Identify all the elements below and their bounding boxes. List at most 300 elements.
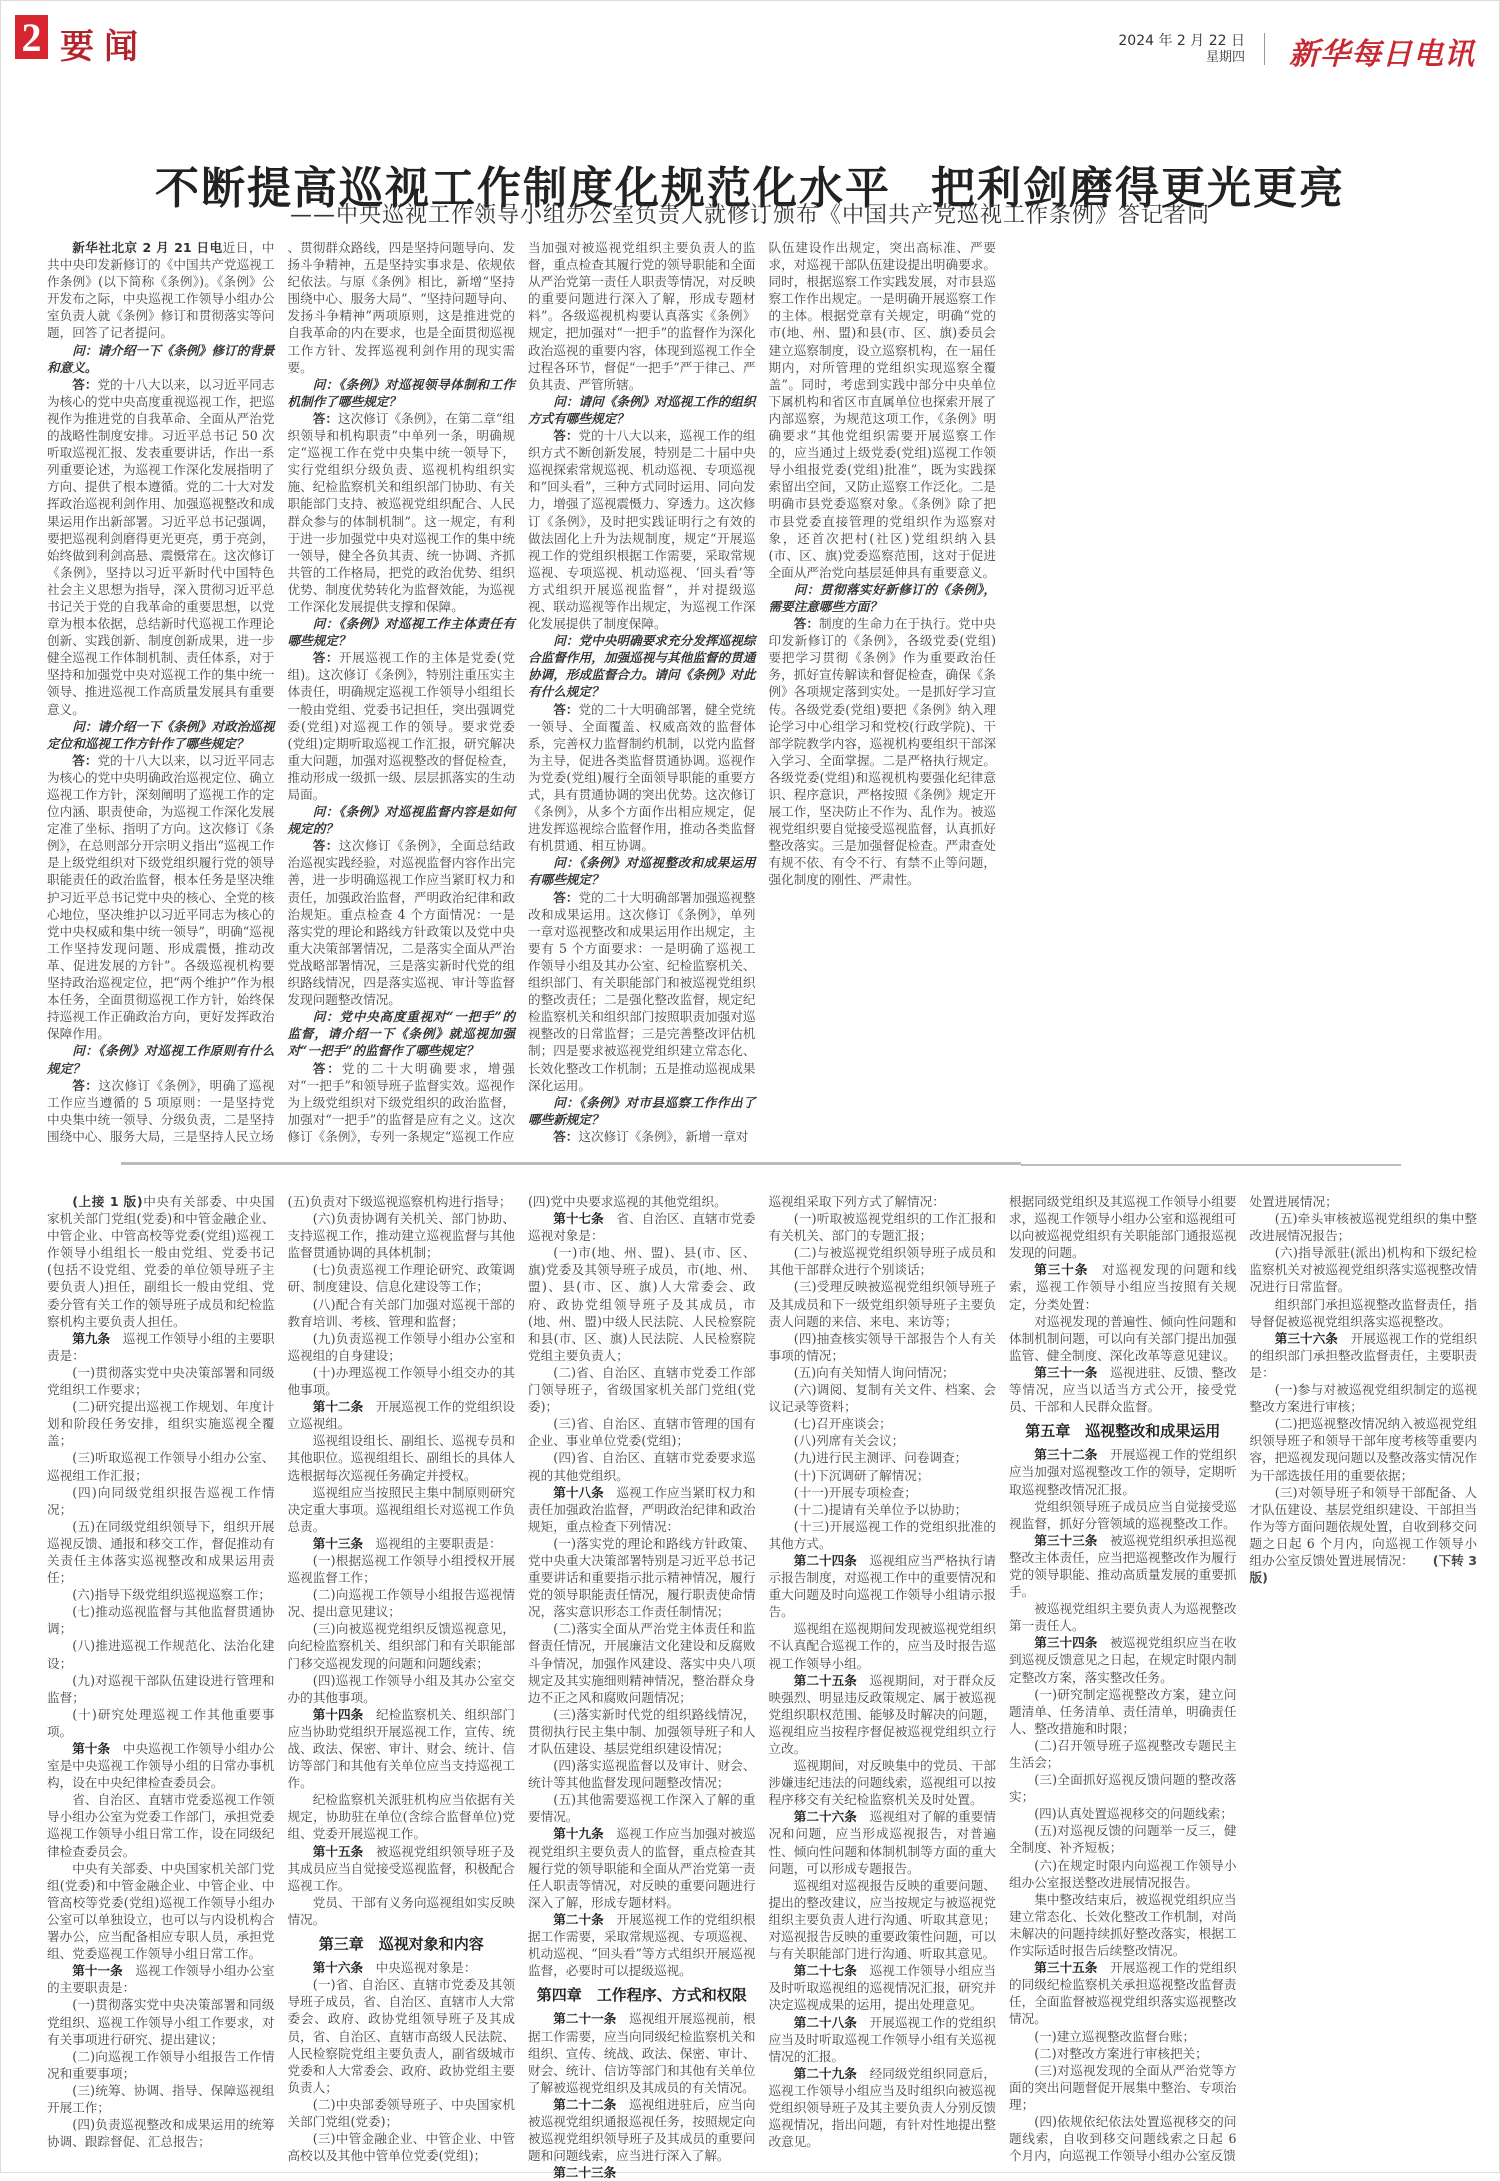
answer <box>528 889 756 1094</box>
paragraph-text: (二)研究提出巡视工作规划、年度计划和阶段任务安排，组织实施巡视全覆盖； <box>47 1399 275 1449</box>
article-paragraph <box>769 2065 997 2150</box>
article-paragraph <box>769 1808 997 1876</box>
paragraph-text: (三)向被巡视党组织反馈巡视意见，向纪检监察机关、组织部门和有关职能部门移交巡视发现的问题和问题线索； <box>287 1621 515 1671</box>
continued-from-note: (上接 1 版) <box>72 1194 143 1209</box>
clause-paragraph <box>1009 1805 1237 1822</box>
clause-paragraph <box>1009 1313 1237 1364</box>
paragraph-text: 开展巡视工作的党组织根据工作需要，采取常规巡视、专项巡视、机动巡视、“回头看”等方式组织开展巡视监督，必要时可以提级巡视。 <box>528 1911 756 1979</box>
clause-paragraph <box>769 1330 997 1364</box>
paragraph-text: 纪检监察机关派驻机构应当依据有关规定，协助驻在单位(含综合监督单位)党组、党委开展巡视工作。 <box>287 1792 515 1842</box>
paragraph-text: 纪检监察机关、组织部门应当协助党组织开展巡视工作，宣传、统战、政法、保密、审计、财会、统计、信访等部门和其他有关单位应当支持巡视工作。 <box>287 1706 516 1791</box>
paragraph-text: (七)负责巡视工作理论研究、政策调研、制度建设、信息化建设等工作； <box>287 1262 515 1295</box>
paragraph-text: 处置进展情况； <box>1249 1194 1338 1209</box>
paragraph-text: (四)抽查核实领导干部报告个人有关事项的情况； <box>768 1330 996 1363</box>
clause-paragraph <box>47 1637 275 1671</box>
paragraph-text: 巡视组开展巡视前，根据工作需要，应当向同级纪检监察机关和组织、宣传、统战、政法、保密、审计、财会、统计、信访等部门和其他有关单位了解被巡视党组织及其成员的有关情况。 <box>528 2011 756 2095</box>
question: 问：《条例》对巡视工作主体责任有哪些规定？ <box>287 616 515 649</box>
article-number: 第十一条 <box>72 1963 123 1979</box>
regulation-body <box>47 1193 1478 2181</box>
paragraph-text: (四)省、自治区、直辖市党委要求巡视的其他党组织。 <box>528 1450 756 1483</box>
answer-text: 党的二十大明确部署加强巡视整改和成果运用。这次修订《条例》，单列一章对巡视整改和成果运用作出规定，主要有 5 个方面要求：一是明确了巡视工作领导小组及其办公室、纪检监察机关、组织部门、有关职能部门和被巡视党组织的整改责任；二是强化整改监督，规定纪检监察机关和组织部门按照职责加强对巡视整改的日常监督；三是完善整改评估机制；四是要求被巡视党组织建立常态化、长效化整改工作机制；五是推动巡视成果深化运用。 <box>528 889 756 1093</box>
clause-paragraph <box>1009 1737 1237 1771</box>
date-block <box>1118 32 1245 66</box>
dateline: 新华社北京 2 月 21 日电 <box>72 240 223 255</box>
clause-paragraph <box>769 1210 997 1244</box>
paragraph-text: 巡视组采取下列方式了解情况： <box>768 1194 945 1209</box>
answer-label: 答： <box>553 1128 579 1144</box>
paragraph-continuation <box>1250 1193 1478 1210</box>
clause-paragraph <box>1250 1210 1478 1244</box>
clause-paragraph <box>47 1706 275 1740</box>
clause-paragraph <box>1250 1381 1478 1415</box>
clause-paragraph <box>528 1757 756 1791</box>
paragraph-text: (一)贯彻落实党中央决策部署和同级党组织工作要求； <box>47 1364 275 1398</box>
text-column-1 <box>47 239 275 1147</box>
paragraph-text: 巡视组应当严格执行请示报告制度，对巡视工作中的重要情况和重大问题及时向巡视工作领导小组请示报告。 <box>768 1552 997 1620</box>
paragraph-text: (三)统筹、协调、指导、保障巡视组开展工作； <box>47 2082 275 2115</box>
paragraph-text: 巡视工作领导小组办公室的主要职责是： <box>47 1963 275 1996</box>
clause-paragraph <box>47 1860 275 1963</box>
clause-paragraph <box>47 1603 275 1637</box>
article-number: 第二十五条 <box>793 1672 857 1688</box>
answer-text: 党的二十大明确部署，健全党统一领导、全面覆盖、权威高效的监督体系，完善权力监督制约机制，以党内监督为主导，促进各类监督贯通协调。巡视作为党委(党组)履行全面领导职能的重要方式，具有贯通协调的突出优势。这次修订《条例》，从多个方面作出相应规定，促进发挥巡视综合监督作用，推动各类监督有机贯通、相互协调。 <box>528 701 756 854</box>
clause-paragraph <box>769 1244 997 1278</box>
article-number: 第十条 <box>72 1741 111 1756</box>
clause-paragraph <box>1009 1771 1237 1805</box>
paragraph-continuation <box>528 1193 756 1210</box>
article-paragraph <box>288 1959 516 1976</box>
clause-paragraph <box>47 1672 275 1706</box>
paragraph-text: 开展巡视工作的党组织应当加强对巡视整改工作的领导，定期听取巡视整改情况汇报。 <box>1009 1447 1237 1497</box>
article-paragraph <box>47 1962 275 1996</box>
answer-label: 答： <box>72 1077 99 1093</box>
paragraph-continuation <box>528 239 756 393</box>
paragraph-text: 被巡视党组织应当在收到巡视反馈意见之日起，在规定时限内制定整改方案，落实整改任务。 <box>1009 1635 1237 1685</box>
article-number: 第十五条 <box>312 1843 364 1859</box>
paragraph-text: (十)研究处理巡视工作其他重要事项。 <box>47 1706 275 1739</box>
clause-paragraph <box>528 1449 756 1483</box>
clause-paragraph <box>288 1791 516 1842</box>
article-number: 第十三条 <box>312 1535 364 1551</box>
answer <box>47 376 275 718</box>
answer <box>288 1060 516 1145</box>
answer-label: 答： <box>312 838 339 854</box>
paragraph-text: 中央有关部委、中央国家机关部门党组(党委)和中管金融企业、中管企业、中管高校等党委(党组)巡视工作领导小组办公室可以单独设立，也可以与内设机构合署办公，应当配备相应专职人员，承担党组、党委巡视工作领导小组日常工作。 <box>47 1860 275 1962</box>
question: 问：《条例》对巡视工作原则有什么规定？ <box>47 1043 275 1076</box>
question: 问：《条例》对巡视监督内容是如何规定的？ <box>287 804 515 837</box>
article-number: 第三十五条 <box>1034 1960 1098 1976</box>
paragraph-text: (九)负责巡视工作领导小组办公室和巡视组的自身建设； <box>287 1330 515 1363</box>
article-paragraph <box>1009 1532 1237 1600</box>
article-number: 第二十四条 <box>793 1552 857 1568</box>
article-number: 第三十二条 <box>1034 1447 1098 1463</box>
paragraph-text: 被巡视党组织领导班子及其成员应当自觉接受巡视监督，积极配合巡视工作。 <box>287 1843 516 1893</box>
question: 问：请问《条例》对巡视工作的组织方式有哪些规定？ <box>528 393 756 426</box>
paragraph-text: (八)列席有关会议； <box>793 1433 905 1449</box>
clause-paragraph <box>769 1467 997 1484</box>
paragraph-text: (四)认真处置巡视移交的问题线索； <box>1034 1806 1233 1822</box>
clause-paragraph <box>47 1484 275 1518</box>
question: 问：党中央高度重视对“一把手”的监督，请介绍一下《条例》就巡视加强对“一把手”的监督作了哪些规定？ <box>287 1009 515 1059</box>
paragraph-text: (五)牵头审核被巡视党组织的集中整改进展情况报告； <box>1249 1211 1477 1244</box>
article-paragraph <box>528 1210 756 1244</box>
section-divider-right <box>1021 1164 1401 1166</box>
clause-paragraph <box>528 1364 756 1415</box>
article-paragraph <box>1009 1261 1237 1312</box>
paragraph-text: (一)落实党的理论和路线方针政策、党中央重大决策部署特别是习近平总书记重要讲话和重要指示批示精神情况，履行党的领导职能责任情况，履行职责使命情况，落实意识形态工作责任制情况； <box>528 1535 756 1620</box>
article-number: 第十七条 <box>553 1211 604 1227</box>
issue-weekday: 星期四 <box>1205 50 1245 65</box>
paragraph-text: (五)向有关知情人询问情况； <box>793 1364 955 1380</box>
paragraph-text: 中央巡视对象是： <box>375 1960 477 1976</box>
article-number: 第九条 <box>72 1330 111 1346</box>
paragraph-text: 巡视期间，对于群众反映强烈、明显违反政策规定、属于被巡视党组织职权范围、能够及时解决的问题，巡视组应当按程序督促被巡视党组织立行立改。 <box>768 1672 997 1756</box>
clause-paragraph <box>47 1193 275 1330</box>
article-number: 第二十六条 <box>793 1809 857 1825</box>
clause-paragraph <box>1250 1296 1478 1330</box>
paragraph-text: (七)推动巡视监督与其他监督贯通协调； <box>47 1604 275 1637</box>
paragraph-text: 经同级党组织同意后，巡视工作领导小组应当及时组织向被巡视党组织领导班子及其主要负责人分别反馈巡视情况，指出问题，有针对性地提出整改意见。 <box>768 2065 997 2150</box>
answer-text: 这次修订《条例》，在第二章“组织领导和机构职责”中单列一条，明确规定“巡视工作在党中央集中统一领导下，实行党组织分级负责、巡视机构组织实施、纪检监察机关和组织部门协助、有关职能部门支持、被巡视党组织配合、人民群众参与的体制机制”。这一规定，有利于进一步加强党中央对巡视工作的集中统一领导，健全各负其责、统一协调、齐抓共管的工作格局，把党的政治优势、组织优势、制度优势转化为监督效能，为巡视工作深化发展提供支撑和保障。 <box>287 410 516 614</box>
answer-text: 党的十八大以来，巡视工作的组织方式不断创新发展，特别是二十届中央巡视探索常规巡视、机动巡视、专项巡视和“回头看”，三种方式同时运用、同向发力，增强了巡视震慑力、穿透力。这次修订《条例》，及时把实践证明行之有效的做法固化上升为法规制度，规定“开展巡视工作的党组织根据工作需要，采取常规巡视、专项巡视、机动巡视、‘回头看’等方式组织开展巡视监督”，并对提级巡视、联动巡视等作出规定，为巡视工作深化发展提供了制度保障。 <box>528 428 756 632</box>
answer <box>47 1077 275 1145</box>
article-number: 第十六条 <box>312 1960 364 1976</box>
paragraph-text: (四)负责巡视整改和成果运用的统筹协调、跟踪督促、汇总报告； <box>47 2117 275 2150</box>
paragraph-text: 省、自治区、直辖市党委巡视工作领导小组办公室为党委工作部门，承担党委巡视工作领导小组日常工作，设在同级纪律检查委员会。 <box>47 1792 275 1859</box>
intro-text: 近日，中共中央印发新修订的《中国共产党巡视工作条例》(以下简称《条例》)。《条例》公开发布之际，中央巡视工作领导小组办公室负责人就《条例》修订和贯彻落实等问题，回答了记者提问。 <box>47 240 275 341</box>
clause-paragraph <box>288 1620 516 1671</box>
paragraph-text: 省、自治区、直辖市党委巡视对象是： <box>528 1211 756 1244</box>
paragraph-continuation <box>288 1193 516 1210</box>
paragraph-text: (十)下沉调研了解情况； <box>793 1467 930 1483</box>
answer-text: 制度的生命力在于执行。党中央印发新修订的《条例》，各级党委(党组)要把学习贯彻《条例》作为重要政治任务，抓好宣传解读和督促检查，确保《条例》各项规定落到实处。一是抓好学习宣传。各级党委(党组)要把《条例》纳入理论学习中心组学习和党校(行政学院)、干部学院教学内容，巡视机构要组织干部深入学习、全面掌握。二是严格执行规定。各级党委(党组)和巡视机构要强化纪律意识、程序意识，严格按照《条例》规定开展工作，坚决防止不作为、乱作为。被巡视党组织要自觉接受巡视监督，认真抓好整改落实。三是加强督促检查。严肃查处有规不依、有令不行、有禁不止等问题，强化制度的刚性、严肃性。 <box>768 616 997 888</box>
answer <box>288 410 516 615</box>
answer <box>288 649 516 803</box>
paragraph-text: (五)其他需要巡视工作深入了解的重要情况。 <box>528 1792 756 1825</box>
section-divider <box>121 1162 1021 1165</box>
clause-paragraph <box>1009 1686 1237 1737</box>
clause-paragraph <box>769 1877 997 1962</box>
article-paragraph <box>1009 1446 1237 1497</box>
clause-paragraph <box>47 1586 275 1603</box>
clause-paragraph <box>1250 1244 1478 1295</box>
paragraph-text: (一)省、自治区、直辖市党委及其领导班子成员，省、自治区、直辖市人大常委会、政府、政协党组领导班子及其成员，省、自治区、直辖市高级人民法院、人民检察院党组主要负责人，副省级城市党委和人大常委会、政府、政协党组主要负责人； <box>287 1977 515 2095</box>
paragraph-text: 组织部门承担巡视整改监督责任，指导督促被巡视党组织落实巡视整改。 <box>1249 1296 1477 1329</box>
question: 问：贯彻落实好新修订的《条例》，需要注意哪些方面？ <box>768 581 996 614</box>
answer-text: 这次修订《条例》，明确了巡视工作应当遵循的 5 项原则：一是坚持党中央集中统一领导、分级负责，二是坚持围绕中心、服务大局，三是坚持人民立场 <box>47 1077 275 1144</box>
paragraph-text: (三)对巡视发现的全面从严治党等方面的突出问题督促开展集中整治、专项治理； <box>1009 2062 1237 2112</box>
paragraph-text: 开展巡视工作的党组织的同级纪检监察机关承担巡视整改监督责任，全面监督被巡视党组织落实巡视整改情况。 <box>1009 1960 1237 2027</box>
article-paragraph <box>769 2014 997 2065</box>
paragraph-text: (四)巡视工作领导小组及其办公室交办的其他事项。 <box>287 1672 515 1705</box>
paragraph-text: 巡视组应当按照民主集中制原则研究决定重大事项。巡视组组长对巡视工作负总责。 <box>287 1484 515 1534</box>
question: 问：请介绍一下《条例》对政治巡视定位和巡视工作方针作了哪些规定？ <box>47 718 275 751</box>
headline-part-1: 不断提高巡视工作制度化规范化水平 <box>155 163 891 215</box>
article-paragraph <box>528 1911 756 1979</box>
article-paragraph <box>528 1484 756 1535</box>
article-number: 第十四条 <box>312 1706 364 1722</box>
clause-paragraph <box>1009 2113 1237 2164</box>
clause-paragraph <box>769 1518 997 1552</box>
continued-to-note: (下转 3 版) <box>1249 1552 1478 1586</box>
clause-paragraph <box>288 1894 516 1928</box>
clause-paragraph <box>288 1484 516 1535</box>
article-paragraph <box>528 1825 756 1910</box>
paragraph-text: (三)中管金融企业、中管企业、中管高校以及其他中管单位党委(党组)； <box>287 2131 515 2164</box>
paragraph-text: (四)向同级党组织报告巡视工作情况； <box>47 1484 275 1517</box>
article-paragraph <box>769 1962 997 2013</box>
answer-label: 答： <box>312 410 338 426</box>
clause-paragraph <box>1250 1484 1478 1587</box>
paragraph-text: (三)全面抓好巡视反馈问题的整改落实； <box>1009 1772 1237 1805</box>
article-paragraph <box>288 1706 516 1791</box>
clause-paragraph <box>1009 1857 1237 1891</box>
paragraph-text: (七)召开座谈会； <box>793 1416 892 1432</box>
answer <box>528 1128 756 1145</box>
article-paragraph <box>1009 1364 1237 1415</box>
text-column-3 <box>528 239 756 1147</box>
article-paragraph <box>47 1330 275 1364</box>
paragraph-text: (五)在同级党组织领导下，组织开展巡视反馈、通报和移交工作，督促推动有关责任主体落实巡视整改和成果运用责任； <box>47 1518 275 1586</box>
article-number: 第二十二条 <box>553 2096 617 2112</box>
paragraph-text: 被巡视党组织主要负责人为巡视整改第一责任人。 <box>1009 1601 1237 1634</box>
text-column-2 <box>288 239 516 1147</box>
clause-paragraph <box>288 1261 516 1295</box>
article-number: 第二十三条 <box>553 2165 617 2181</box>
article-number: 第三十四条 <box>1034 1635 1098 1651</box>
answer-label: 答： <box>312 650 340 666</box>
paragraph-text: (九)进行民主测评、问卷调查； <box>793 1450 968 1466</box>
paragraph-text: (十一)开展专项检查； <box>793 1484 917 1500</box>
headline-part-2: 把利剑磨得更光更亮 <box>931 163 1345 215</box>
article-paragraph <box>1009 1634 1237 1685</box>
paragraph-text: (三)对领导班子和领导干部配备、人才队伍建设、基层党组织建设、干部担当作为等方面问题依规处置，自收到移交问题之日起 6 个月内，向巡视工作领导小组办公室反馈处置进展情况： <box>1249 1484 1477 1568</box>
paragraph-text: (一)参与对被巡视党组织制定的巡视整改方案进行审核； <box>1249 1382 1477 1415</box>
article-paragraph <box>288 1535 516 1552</box>
answer-text: 、贯彻群众路线，四是坚持问题导向、发扬斗争精神，五是坚持实事求是、依规依纪依法。与原《条例》相比，新增“坚持围绕中心、服务大局”、“坚持问题导向、发扬斗争精神”两项原则，这是推进党的自我革命的内在要求，也是全面贯彻巡视工作方针、发挥巡视利剑作用的现实需要。 <box>287 240 515 375</box>
clause-paragraph <box>47 2048 275 2082</box>
clause-paragraph <box>528 1620 756 1705</box>
text-column-1 <box>47 1193 275 2163</box>
text-column-4 <box>769 239 997 1147</box>
clause-paragraph <box>1009 2045 1237 2062</box>
paragraph-text: 开展巡视工作的党组织设立巡视组。 <box>287 1399 516 1432</box>
answer-label: 答： <box>553 889 579 905</box>
text-column-4 <box>769 1193 997 2163</box>
paragraph-text: 中央有关部委、中央国家机关部门党组(党委)和中管金融企业、中管企业、中管高校等党委(党组)巡视工作领导小组组长一般由党组、党委书记(包括不设党组、党委的单位领导班子主要负责人)担任，副组长一般由党组、党委分管有关工作的领导班子成员和纪检监察机构主要负责人担任。 <box>47 1194 275 1329</box>
interview-body <box>47 239 1477 1147</box>
clause-paragraph <box>769 1484 997 1501</box>
clause-paragraph <box>769 1501 997 1518</box>
paragraph-text: (五)负责对下级巡视巡察机构进行指导； <box>287 1194 512 1209</box>
paragraph-text: (二)对整改方案进行审核把关； <box>1034 2045 1208 2061</box>
clause-paragraph <box>528 1535 756 1620</box>
clause-paragraph <box>288 2096 516 2130</box>
paragraph-text: (五)对巡视反馈的问题举一反三，健全制度、补齐短板； <box>1009 1823 1237 1856</box>
newspaper-logo: 新华每日电讯 <box>1289 37 1475 72</box>
answer <box>528 701 756 855</box>
paragraph-text: 对巡视发现的问题和线索，巡视工作领导小组应当按照有关规定，分类处置： <box>1009 1262 1237 1312</box>
article-paragraph <box>528 2096 756 2164</box>
clause-paragraph <box>1250 1415 1478 1483</box>
paragraph-text: (一)根据巡视工作领导小组授权开展巡视监督工作； <box>287 1552 515 1586</box>
paragraph-text: 集中整改结束后，被巡视党组织应当建立常态化、长效化整改工作机制，对尚未解决的问题持续抓好整改落实，根据工作实际适时报告后续整改情况。 <box>1009 1891 1237 1959</box>
clause-paragraph <box>47 1398 275 1449</box>
question: 问：《条例》对巡视整改和成果运用有哪些规定？ <box>528 855 756 888</box>
clause-paragraph <box>47 2116 275 2150</box>
paragraph-text: (四)党中央要求巡视的其他党组织。 <box>528 1194 727 1209</box>
article-number: 第三十三条 <box>1034 1532 1098 1548</box>
clause-paragraph <box>47 1996 275 2047</box>
paragraph-text: 巡视期间，对反映集中的党员、干部涉嫌违纪违法的问题线索，巡视组可以按程序移交有关纪检监察机关及时处置。 <box>768 1758 996 1808</box>
answer-text: 党的二十大明确要求，增强对“一把手”和领导班子监督实效。巡视作为上级党组织对下级党组织的政治监督，加强对“一把手”的监督是应有之义。这次修订《条例》，专列一条规定“巡视工作应 <box>287 1060 515 1144</box>
chapter-heading: 第四章 工作程序、方式和权限 <box>536 1986 747 2005</box>
paragraph-text: 开展巡视工作的党组织的组织部门承担整改监督责任，主要职责是： <box>1249 1330 1478 1380</box>
paragraph-text: (一)市(地、州、盟)、县(市、区、旗)党委及其领导班子成员，市(地、州、盟)、县(市、区、旗)人大常委会、政府、政协党组领导班子及其成员，市(地、州、盟)中级人民法院、人民检察院和县(市、区、旗)人民法院、人民检察院党组主要负责人； <box>528 1245 756 1363</box>
paragraph-text: 中央巡视工作领导小组办公室是中央巡视工作领导小组的日常办事机构，设在中央纪律检查委员会。 <box>47 1741 275 1791</box>
paragraph-text: (二)向巡视工作领导小组报告工作情况和重要事项； <box>47 2048 275 2081</box>
answer-text: 队伍建设作出规定，突出高标准、严要求，对巡视干部队伍建设提出明确要求。同时，根据巡察工作实践发展，对市县巡察工作作出规定。一是明确开展巡察工作的主体。根据党章有关规定，明确“党的市(地、州、盟)和县(市、区、旗)委员会建立巡察制度，设立巡察机构，在一届任期内，对所管理的党组织实现巡察全覆盖”。同时，考虑到实践中部分中央单位下属机构和省区市直属单位也探索开展了内部巡察，为规范这项工作，《条例》明确要求“其他党组织需要开展巡察工作的，应当通过上级党委(党组)巡视工作领导小组报党委(党组)批准”，既为实践探索留出空间，又防止巡察工作泛化。二是明确市县党委巡察对象。《条例》除了把市县党委直接管理的党组织作为巡察对象，还首次把村(社区)党组织纳入县(市、区、旗)党委巡察范围，这对于促进全面从严治党向基层延伸具有重要意义。 <box>768 240 996 580</box>
article-number: 第二十八条 <box>793 2014 857 2030</box>
clause-paragraph <box>288 1296 516 1330</box>
clause-paragraph <box>288 1364 516 1398</box>
answer-label: 答： <box>553 701 579 717</box>
chapter-heading: 第五章 巡视整改和成果运用 <box>1025 1422 1221 1441</box>
paragraph-text: 根据同级党组织及其巡视工作领导小组要求，巡视工作领导小组办公室和巡视组可以向被巡视党组织有关职能部门通报巡视发现的问题。 <box>1009 1194 1237 1261</box>
article-number: 第二十一条 <box>553 2011 617 2027</box>
paragraph-text: 巡视组进驻后，应当向被巡视党组织通报巡视任务，按照规定向被巡视党组织领导班子及其成员的重要问题和问题线索，应当进行深入了解。 <box>528 2096 756 2164</box>
paragraph-text: (一)贯彻落实党中央决策部署和同级党组织、巡视工作领导小组工作要求，对有关事项进行研究、提出建议； <box>47 1997 275 2047</box>
paragraph-text: (四)落实巡视监督以及审计、财会、统计等其他监督发现问题整改情况； <box>528 1758 756 1791</box>
answer-text: 当加强对被巡视党组织主要负责人的监督，重点检查其履行党的领导职能和全面从严治党第一责任人职责等情况，对反映的重要问题进行深入了解，形成专题材料”。各级巡视机构要认真落实《条例》规定，把加强对“一把手”的监督作为深化政治巡视的重要内容，体现到巡视工作全过程各环节，督促“一把手”严于律己、严负其责、严管所辖。 <box>528 240 756 392</box>
paragraph-text: (三)受理反映被巡视党组织领导班子及其成员和下一级党组织领导班子主要负责人问题的来信、来电、来访等； <box>768 1279 996 1329</box>
paragraph-text: (二)向巡视工作领导小组报告巡视情况、提出意见建议； <box>287 1587 515 1620</box>
answer-label: 答： <box>72 752 98 768</box>
paragraph-text: (四)依规依纪依法处置巡视移交的问题线索，自收到移交问题线索之日起 6 个月内，向巡视工作领导小组办公室反馈 <box>1009 2113 1237 2164</box>
intro-paragraph <box>47 239 275 342</box>
section-name: 要闻 <box>60 27 148 67</box>
clause-paragraph <box>288 2130 516 2164</box>
paragraph-text: (三)省、自治区、直辖市管理的国有企业、事业单位党委(党组)； <box>528 1416 756 1449</box>
paragraph-text: (一)听取被巡视党组织的工作汇报和有关机关、部门的专题汇报； <box>768 1211 996 1244</box>
paragraph-text: (二)把巡视整改情况纳入被巡视党组织领导班子和领导干部年度考核等重要内容，把巡视发现问题以及整改落实情况作为干部选拔任用的重要依据； <box>1249 1416 1477 1483</box>
clause-paragraph <box>1009 2028 1237 2045</box>
answer <box>528 427 756 632</box>
paragraph-text: 开展巡视工作的党组织应当及时听取巡视工作领导小组有关巡视情况的汇报。 <box>768 2014 997 2064</box>
article-paragraph <box>769 1672 997 1757</box>
article-number: 第十九条 <box>553 1826 604 1842</box>
paragraph-text: 对巡视发现的普遍性、倾向性问题和体制机制问题，可以向有关部门提出加强监管、健全制度、深化改革等意见建议。 <box>1009 1313 1237 1363</box>
text-column-5 <box>1009 239 1237 1147</box>
answer-label: 答： <box>553 428 579 444</box>
answer-text: 党的十八大以来，以习近平同志为核心的党中央明确政治巡视定位、确立巡视工作方针，深刻阐明了巡视工作的定位内涵、职责使命，为巡视工作深化发展定准了坐标、指明了方向。这次修订《条例》，在总则部分开宗明义指出“巡视工作是上级党组织对下级党组织履行党的领导职能责任的政治监督，根本任务是坚决维护习近平总书记党中央的核心、全党的核心地位，坚决维护以习近平同志为核心的党中央权威和集中统一领导”，明确“巡视工作坚持发现问题、形成震慑，推动改革、促进发展的方针”。各级巡视机构要坚持政治巡视定位，把“两个维护”作为根本任务，全面贯彻巡视工作方针，始终保持巡视工作正确政治方向，更好发挥政治保障作用。 <box>47 752 275 1042</box>
paragraph-text: 巡视组的主要职责是： <box>375 1535 502 1551</box>
paragraph-text: (六)指导派驻(派出)机构和下级纪检监察机关对被巡视党组织落实巡视整改情况进行日常监督。 <box>1249 1245 1477 1295</box>
paragraph-text: 巡视工作应当紧盯权力和责任加强政治监督，严明政治纪律和政治规矩，重点检查下列情况： <box>528 1484 756 1534</box>
article-number: 第三十一条 <box>1034 1364 1098 1380</box>
clause-paragraph <box>47 1449 275 1483</box>
answer <box>769 615 997 889</box>
paragraph-text: (二)省、自治区、直辖市党委工作部门领导班子，省级国家机关部门党组(党委)； <box>528 1364 756 1415</box>
chapter-heading: 第三章 巡视对象和内容 <box>318 1935 484 1954</box>
paragraph-text: (一)建立巡视整改监督台账； <box>1034 2028 1196 2044</box>
clause-paragraph <box>288 1552 516 1586</box>
clause-paragraph <box>47 1518 275 1586</box>
article-paragraph <box>288 1843 516 1894</box>
clause-paragraph <box>769 1278 997 1329</box>
paragraph-continuation <box>1009 1193 1237 1261</box>
paragraph-continuation <box>769 239 997 581</box>
clause-paragraph <box>769 1757 997 1808</box>
clause-paragraph <box>769 1381 997 1415</box>
clause-paragraph <box>47 2082 275 2116</box>
clause-paragraph <box>1009 2062 1237 2113</box>
paragraph-text: (二)落实全面从严治党主体责任和监督责任情况，开展廉洁文化建设和反腐败斗争情况，加强作风建设、落实中央八项规定及其实施细则精神情况，整治群众身边不正之风和腐败问题情况； <box>528 1621 756 1705</box>
paragraph-text: (六)指导下级党组织巡视巡察工作； <box>72 1587 271 1603</box>
masthead <box>15 15 1485 72</box>
answer-text: 党的十八大以来，以习近平同志为核心的党中央高度重视巡视工作，把巡视作为推进党的自我革命、全面从严治党的战略性制度安排。习近平总书记 50 次听取巡视汇报、发表重要讲话，作出一系列重要论述，为巡视工作深化发展指明了方向、提供了根本遵循。党的二十大对发挥政治巡视利剑作用、加强巡视整改和成果运用作出新部署。习近平总书记强调，要把巡视利剑磨得更光更亮，勇于亮剑，始终做到利剑高悬、震慑常在。这次修订《条例》，坚持以习近平新时代中国特色社会主义思想为指导，深入贯彻习近平总书记关于党的自我革命的重要思想，以党章为根本依据，总结新时代巡视工作理论创新、实践创新、制度创新成果，进一步健全巡视工作体制机制、责任体系，对于坚持和加强党中央对巡视工作的集中统一领导、推进巡视工作高质量发展具有重要意义。 <box>47 376 275 717</box>
paragraph-text: (六)负责协调有关机关、部门协助、支持巡视工作，推动建立巡视监督与其他监督贯通协调的具体机制； <box>287 1211 515 1261</box>
clause-paragraph <box>769 1449 997 1466</box>
paragraph-text: (八)推进巡视工作规范化、法治化建设； <box>47 1638 275 1671</box>
clause-paragraph <box>528 1415 756 1449</box>
paragraph-continuation <box>288 239 516 376</box>
clause-paragraph <box>47 1364 275 1398</box>
question: 问：《条例》对市县巡察工作作出了哪些新规定？ <box>528 1094 756 1127</box>
article-number: 第三十条 <box>1034 1262 1089 1278</box>
clause-paragraph <box>1009 1891 1237 1959</box>
article-paragraph <box>528 2164 756 2181</box>
issue-date: 2024 年 2 月 22 日 <box>1118 33 1245 49</box>
paragraph-text: 党员、干部有义务向巡视组如实反映情况。 <box>287 1894 515 1927</box>
text-column-2 <box>288 1193 516 2163</box>
paragraph-text: 巡视组在巡视期间发现被巡视党组织不认真配合巡视工作的，应当及时报告巡视工作领导小组。 <box>768 1621 996 1671</box>
paragraph-text: (二)中央部委领导班子、中央国家机关部门党组(党委)； <box>287 2096 515 2129</box>
clause-paragraph <box>1009 1822 1237 1856</box>
paragraph-text: (一)研究制定巡视整改方案，建立问题清单、任务清单、责任清单，明确责任人、整改措施和时限； <box>1009 1686 1237 1736</box>
clause-paragraph <box>769 1432 997 1449</box>
paragraph-continuation <box>769 1193 997 1210</box>
page-number-badge: 2 <box>15 15 48 59</box>
text-column-6 <box>1250 239 1478 1147</box>
article-number: 第二十九条 <box>793 2065 857 2081</box>
paragraph-text: (三)听取巡视工作领导小组办公室、巡视组工作汇报； <box>47 1450 275 1483</box>
clause-paragraph <box>528 1244 756 1364</box>
paragraph-text: 巡视工作领导小组的主要职责是： <box>47 1330 275 1363</box>
clause-paragraph <box>288 1586 516 1620</box>
text-column-5 <box>1009 1193 1237 2163</box>
paragraph-text: (二)召开领导班子巡视整改专题民主生活会； <box>1009 1737 1237 1770</box>
paragraph-text: (十)办理巡视工作领导小组交办的其他事项。 <box>287 1364 515 1398</box>
paragraph-text: (六)调阅、复制有关文件、档案、会议记录等资料； <box>768 1382 996 1415</box>
answer <box>288 837 516 1008</box>
answer <box>47 752 275 1043</box>
article-subheadline: ——中央巡视工作领导小组办公室负责人就修订颁布《中国共产党巡视工作条例》答记者问 <box>289 203 1210 228</box>
article-number: 第三十六条 <box>1274 1330 1338 1346</box>
article-number: 第二十条 <box>553 1911 604 1927</box>
paragraph-text: 巡视进驻、反馈、整改等情况，应当以适当方式公开，接受党员、干部和人民群众监督。 <box>1009 1364 1237 1415</box>
answer-text: 开展巡视工作的主体是党委(党组)。这次修订《条例》，特别注重压实主体责任，明确规定巡视工作领导小组组长一般由党组、党委书记担任，突出强调党委(党组)对巡视工作的领导。要求党委(党组)定期听取巡视工作汇报，研究解决重大问题，加强对巡视整改的督促检查，推动形成一级抓一级、层层抓落实的生动局面。 <box>287 650 516 802</box>
article-paragraph <box>528 2010 756 2095</box>
paragraph-text: 巡视组对巡视报告反映的重要问题、提出的整改建议，应当按规定与被巡视党组织主要负责人进行沟通、听取其意见；对巡视报告反映的重要政策性问题，可以与有关职能部门进行沟通、听取其意见。 <box>768 1877 996 1962</box>
paragraph-text: 巡视组设组长、副组长、巡视专员和其他职位。巡视组组长、副组长的具体人选根据每次巡视任务确定并授权。 <box>287 1433 515 1483</box>
paragraph-text: 巡视工作应当加强对被巡视党组织主要负责人的监督，重点检查其履行党的领导职能和全面从严治党第一责任人职责等情况，对反映的重要问题进行深入了解，形成专题材料。 <box>528 1826 756 1910</box>
answer-label: 答： <box>312 1060 342 1076</box>
masthead-divider <box>1264 33 1265 65</box>
answer-text: 这次修订《条例》，新增一章对 <box>578 1128 749 1144</box>
answer-text: 这次修订《条例》，全面总结政治巡视实践经验，对巡视监督内容作出完善，进一步明确巡视工作应当紧盯权力和责任，加强政治监督，严明政治纪律和政治规矩。重点检查 4 个方面情况：一是落实党的理论和路线方针政策以及党中央重大决策部署情况，二是落实全面从严治党战略部署情况，三是落实新时代党的组织路线情况，四是落实巡视、审计等监督发现问题整改情况。 <box>287 838 516 1008</box>
article-number: 第二十七条 <box>793 1963 857 1979</box>
